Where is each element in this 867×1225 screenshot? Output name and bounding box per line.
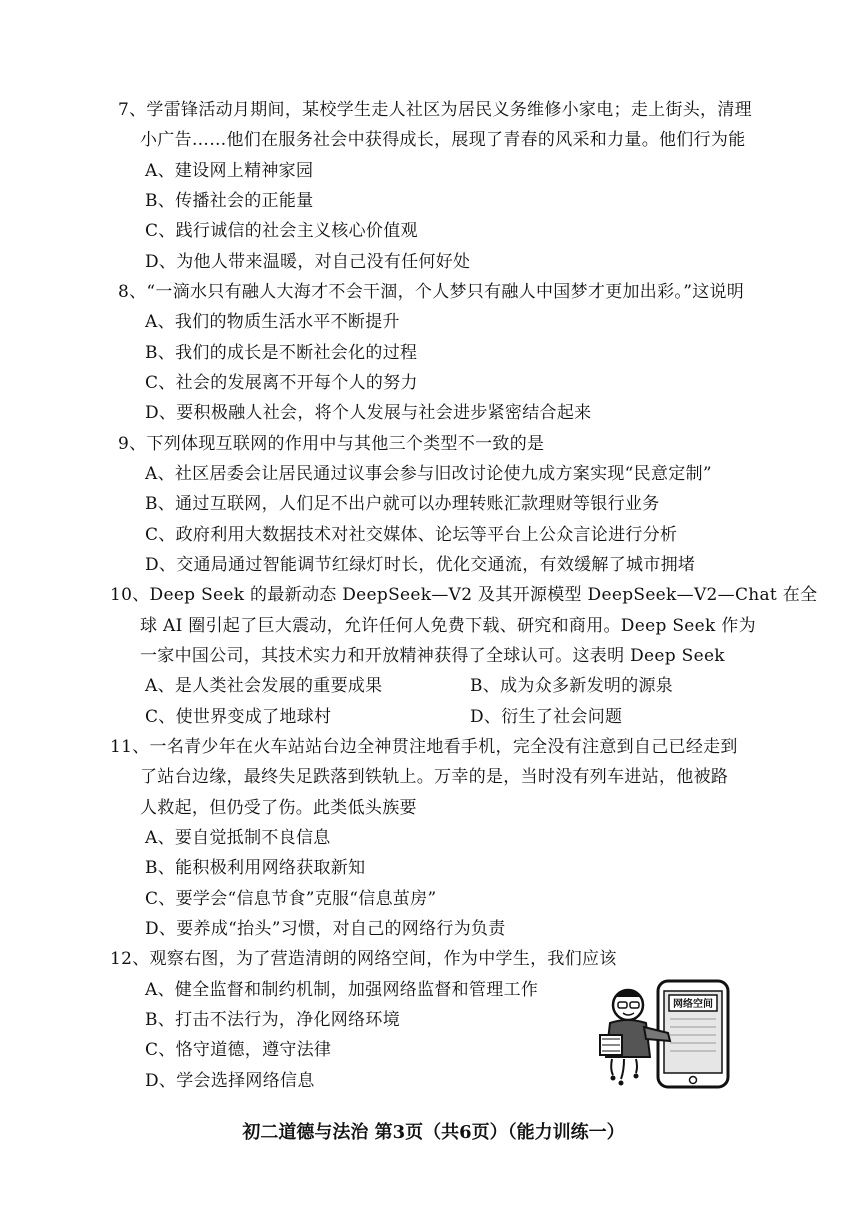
- q9-option-a: A、社区居委会让居民通过议事会参与旧改讨论使九成方案实现“民意定制”: [145, 464, 712, 484]
- q11-stem-line-2: 了站台边缘，最终失足跌落到铁轨上。万幸的是，当时没有列车进站，他被路: [140, 767, 729, 787]
- q12-option-b: B、打击不法行为，净化网络环境: [145, 1010, 400, 1030]
- q7-option-c: C、践行诚信的社会主义核心价值观: [145, 221, 418, 241]
- q10-option-b: B、成为众多新发明的源泉: [470, 676, 674, 696]
- q7-option-d: D、为他人带来温暖，对自己没有任何好处: [145, 252, 471, 272]
- q9-option-d: D、交通局通过智能调节红绿灯时长，优化交通流，有效缓解了城市拥堵: [145, 555, 696, 575]
- q7-stem-line-2: 小广告……他们在服务社会中获得成长，展现了青春的风采和力量。他们行为能: [140, 130, 746, 150]
- q7-option-b: B、传播社会的正能量: [145, 191, 314, 211]
- q11-stem-line-1: 11、一名青少年在火车站站台边全神贯注地看手机，完全没有注意到自己已经走到: [110, 737, 738, 757]
- q8-option-b: B、我们的成长是不断社会化的过程: [145, 343, 418, 363]
- q10-option-a: A、是人类社会发展的重要成果: [145, 676, 383, 696]
- q11-stem-line-3: 人救起，但仍受了伤。此类低头族要: [140, 798, 417, 818]
- q9-stem-line-1: 9、下列体现互联网的作用中与其他三个类型不一致的是: [118, 434, 545, 454]
- q10-option-c: C、使世界变成了地球村: [145, 707, 332, 727]
- q11-option-b: B、能积极利用网络获取新知: [145, 858, 366, 878]
- q8-option-c: C、社会的发展离不开每个人的努力: [145, 373, 418, 393]
- q8-option-a: A、我们的物质生活水平不断提升: [145, 312, 400, 332]
- cartoon-screen-title: 网络空间: [673, 999, 713, 1010]
- q7-stem-line-1: 7、学雷锋活动月期间，某校学生走人社区为居民义务维修小家电；走上街头，清理: [118, 100, 752, 120]
- q10-option-d: D、衍生了社会问题: [470, 707, 623, 727]
- q10-stem-line-2: 球 AI 圈引起了巨大震动，允许任何人免费下载、研究和商用。Deep Seek 作为: [140, 616, 756, 636]
- q10-stem-line-1: 10、Deep Seek 的最新动态 DeepSeek—V2 及其开源模型 DeepSeek—V2—Chat 在全: [110, 585, 818, 605]
- q12-option-d: D、学会选择网络信息: [145, 1071, 315, 1091]
- q8-stem-line-1: 8、“一滴水只有融人大海才不会干涸，个人梦只有融人中国梦才更加出彩。”这说明: [118, 282, 745, 302]
- q11-option-a: A、要自觉抵制不良信息: [145, 828, 331, 848]
- q12-stem-line-1: 12、观察右图，为了营造清朗的网络空间，作为中学生，我们应该: [110, 949, 617, 969]
- q9-option-c: C、政府利用大数据技术对社交媒体、论坛等平台上公众言论进行分析: [145, 525, 678, 545]
- q9-option-b: B、通过互联网，人们足不出户就可以办理转账汇款理财等银行业务: [145, 494, 660, 514]
- q11-option-d: D、要养成“抬头”习惯，对自己的网络行为负责: [145, 919, 506, 939]
- q7-option-a: A、建设网上精神家园: [145, 161, 314, 181]
- page-footer: 初二道德与法治 第3页（共6页）（能力训练一）: [242, 1122, 625, 1143]
- q12-option-c: C、恪守道德，遵守法律: [145, 1040, 332, 1060]
- q10-stem-line-3: 一家中国公司，其技术实力和开放精神获得了全球认可。这表明 Deep Seek: [140, 646, 725, 666]
- cartoon-illustration-icon: [580, 975, 740, 1093]
- q8-option-d: D、要积极融人社会，将个人发展与社会进步紧密结合起来: [145, 403, 592, 423]
- q11-option-c: C、要学会“信息节食”克服“信息茧房”: [145, 889, 437, 909]
- q12-option-a: A、健全监督和制约机制，加强网络监督和管理工作: [145, 980, 539, 1000]
